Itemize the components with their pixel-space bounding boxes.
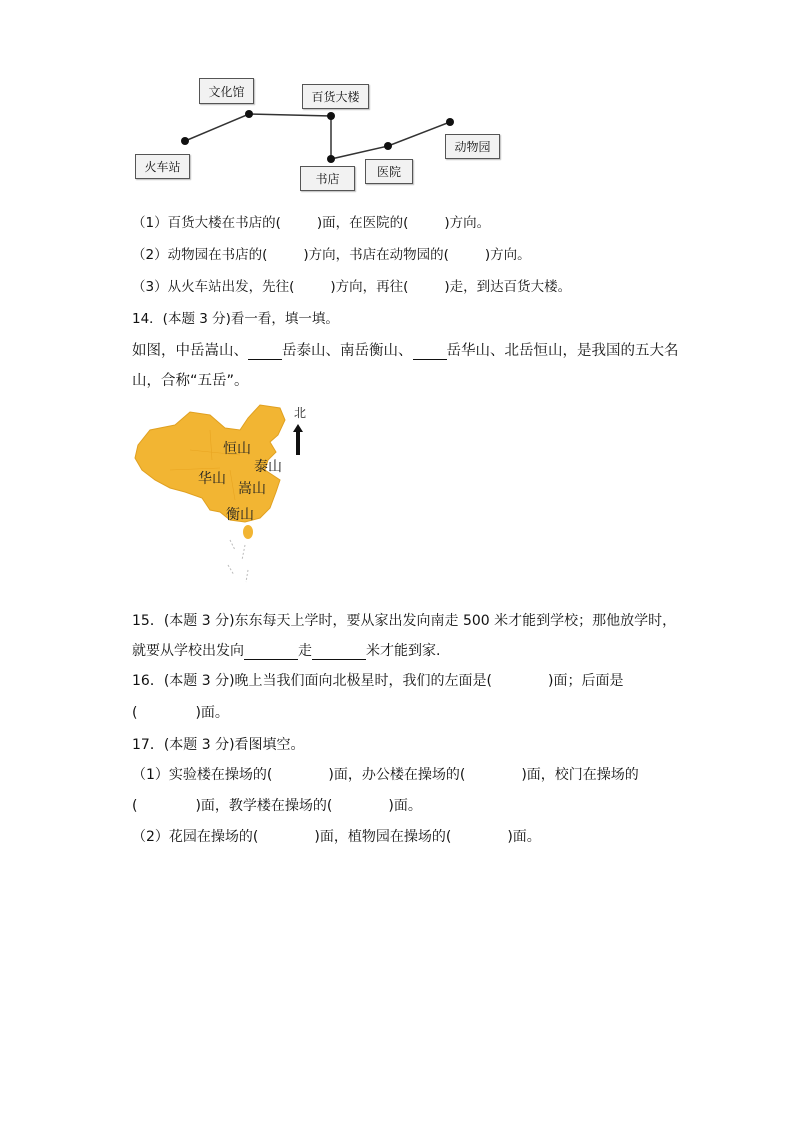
q13-part2: （2）动物园在书店的( )方向，书店在动物园的( )方向。 <box>132 247 531 263</box>
blank-direction[interactable] <box>244 645 298 660</box>
label-wenhuaguan: 文化馆 <box>199 78 254 104</box>
q16-line2: ( )面。 <box>132 705 229 721</box>
q17-part2: （2）花园在操场的( )面，植物园在操场的( )面。 <box>132 829 541 845</box>
map-songshan: 嵩山 <box>238 481 266 497</box>
blank-xiyue[interactable] <box>413 345 447 360</box>
node-shudian <box>327 155 335 163</box>
map-hengshan-south: 衡山 <box>226 507 254 523</box>
node-wenhuaguan <box>245 110 253 118</box>
label-baihuo: 百货大楼 <box>302 84 369 109</box>
china-map-shape <box>130 400 330 590</box>
q17-part1-line2: ( )面，教学楼在操场的( )面。 <box>132 798 422 814</box>
label-yiyuan: 医院 <box>365 159 413 184</box>
node-dongwuyuan <box>446 118 454 126</box>
map-huashan: 华山 <box>198 471 226 487</box>
china-map <box>130 400 330 590</box>
q17-title: 17．(本题 3 分)看图填空。 <box>132 737 305 753</box>
node-huochezhan <box>181 137 189 145</box>
q14-line1: 如图，中岳嵩山、 岳泰山、南岳衡山、 岳华山、北岳恒山，是我国的五大名 <box>132 343 679 359</box>
q13-part1: （1）百货大楼在书店的( )面，在医院的( )方向。 <box>132 215 491 231</box>
node-yiyuan <box>384 142 392 150</box>
map-taishan: 泰山 <box>254 459 282 475</box>
label-shudian: 书店 <box>300 166 355 191</box>
q16-line1: 16．(本题 3 分)晚上当我们面向北极星时，我们的左面是( )面；后面是 <box>132 673 624 689</box>
blank-dongyue[interactable] <box>248 345 282 360</box>
label-huochezhan: 火车站 <box>135 154 190 179</box>
q15-line2: 就要从学校出发向 走 米才能到家. <box>132 643 441 659</box>
q14-title: 14．(本题 3 分)看一看，填一填。 <box>132 311 339 327</box>
label-dongwuyuan: 动物园 <box>445 134 500 159</box>
map-north-label: 北 <box>294 406 307 420</box>
map-hengshan-north: 恒山 <box>223 441 251 457</box>
q13-part3: （3）从火车站出发，先往( )方向，再往( )走，到达百货大楼。 <box>132 279 572 295</box>
q14-line2: 山，合称“五岳”。 <box>132 373 249 389</box>
q17-part1-line1: （1）实验楼在操场的( )面，办公楼在操场的( )面，校门在操场的 <box>132 767 639 783</box>
route-diagram <box>130 75 510 195</box>
node-baihuo <box>327 112 335 120</box>
q15-line1: 15．(本题 3 分)东东每天上学时，要从家出发向南走 500 米才能到学校；那他放学时， <box>132 613 677 629</box>
blank-distance[interactable] <box>312 645 366 660</box>
